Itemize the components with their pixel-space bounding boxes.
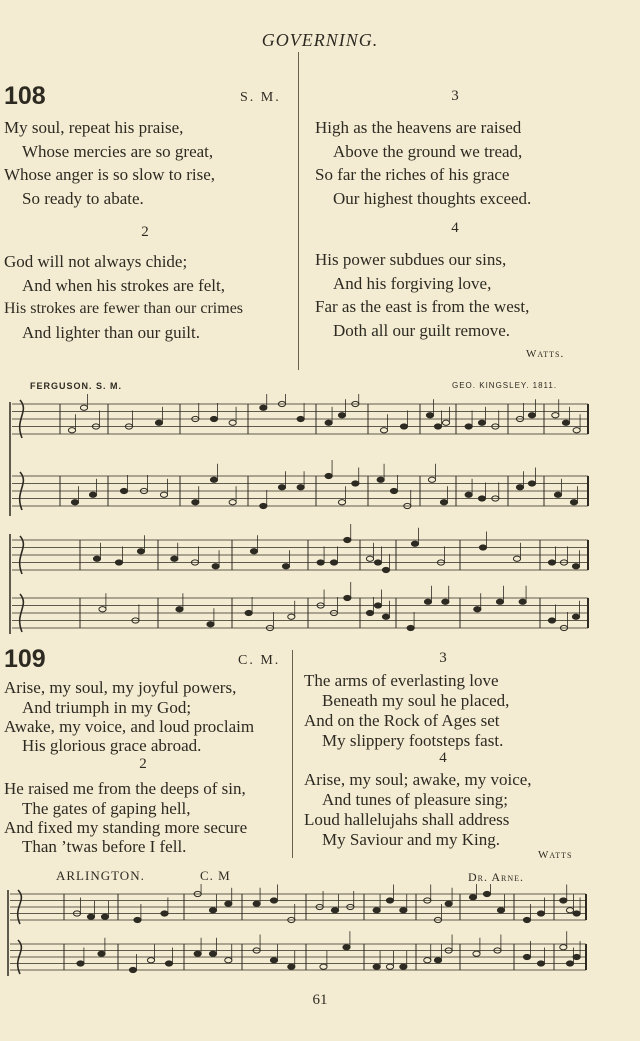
stanza-number: 2 [139,756,147,772]
note-head [434,424,441,429]
tune-name-arlington: ARLINGTON. [56,868,145,883]
note-head [374,603,381,608]
hymn-108-meter: S. M. [240,90,281,105]
note-head [445,901,452,906]
note-head [548,560,555,565]
verse-line: Whose mercies are so great, [22,141,214,161]
note-head [260,405,267,410]
note-head [137,549,144,554]
note-head [161,911,168,916]
note-head [373,908,380,913]
note-head [566,961,573,966]
hymn-109-stanza-3 [304,671,509,751]
note-head [229,420,236,425]
note-head [98,951,105,956]
note-head [400,424,407,429]
note-head [428,477,435,482]
note-head [278,485,285,490]
stanza-number: 4 [439,750,447,766]
note-head [155,420,162,425]
note-head [473,951,480,956]
verse-line: The arms of everlasting love [304,671,499,690]
hymn-108-author: Watts. [526,348,565,360]
note-head [288,964,295,969]
note-head [225,901,232,906]
verse-line: And triumph in my God; [22,698,192,717]
verse-line: And tunes of pleasure sing; [322,790,509,809]
note-head [373,964,380,969]
note-head [386,898,393,903]
note-head [165,961,172,966]
note-head [528,481,535,486]
verse-line: Beneath my soul he placed, [322,691,510,710]
verse-line: My slippery footsteps fast. [322,731,504,750]
note-head [320,964,327,969]
note-head [77,961,84,966]
verse-line: My soul, repeat his praise, [4,118,184,137]
note-head [344,537,351,542]
note-head [344,595,351,600]
stanza-number: 2 [141,224,149,240]
verse-line: My Saviour and my King. [322,830,501,849]
note-head [331,908,338,913]
hymn-108-stanza-1 [4,116,215,210]
note-head [400,964,407,969]
note-head [115,560,122,565]
hymn-108-stanza-2 [4,250,243,344]
note-head [343,945,350,950]
verse-line: God will not always chide; [4,252,188,271]
verse-line: And on the Rock of Ages set [304,711,500,730]
verse-line: So ready to abate. [22,188,144,208]
note-head [440,500,447,505]
note-head [572,614,579,619]
verse-line: His power subdues our sins, [315,250,507,269]
note-head [483,891,490,896]
hymn-109-stanza-4 [304,770,532,850]
note-head [160,492,167,497]
verse-line: And when his strokes are felt, [22,275,226,295]
verse-line: His glorious grace abroad. [22,736,202,755]
verse-line: Above the ground we tread, [333,141,523,161]
verse-line: His strokes are fewer than our crimes [4,300,244,317]
hymn-number-109: 109 [4,645,46,673]
note-head [210,477,217,482]
note-head [407,625,414,630]
note-head [245,610,252,615]
note-head [366,610,373,615]
note-head [176,607,183,612]
note-head [374,560,381,565]
tune-name-ferguson: FERGUSON. S. M. [30,381,123,391]
note-head [282,564,289,569]
page-header: GOVERNING. [261,30,379,50]
note-head [209,951,216,956]
note-head [338,413,345,418]
hymn-109-stanza-2 [4,779,247,856]
verse-line: High as the heavens are raised [315,118,522,137]
note-head [537,911,544,916]
music-score-ferguson [8,394,592,642]
note-head [270,898,277,903]
note-head [225,958,232,963]
note-head [573,954,580,959]
note-head [194,951,201,956]
note-head [80,405,87,410]
note-head [207,622,214,627]
note-head [89,492,96,497]
note-head [210,416,217,421]
note-head [338,500,345,505]
verse-line: Whose anger is so slow to rise, [4,165,216,184]
note-head [99,607,106,612]
page-number: 61 [312,992,328,1008]
note-head [352,481,359,486]
note-head [497,908,504,913]
hymn-109-stanza-1 [4,678,254,755]
tune-composer-arlington: Dr. Arne. [468,870,525,884]
note-head [390,488,397,493]
tune-meter-arlington: C. M [200,868,231,883]
column-divider [292,650,293,858]
note-head [288,614,295,619]
note-head [129,967,136,972]
note-head [253,901,260,906]
note-head [523,954,530,959]
verse-line: Than ’twas before I fell. [22,837,187,856]
hymn-108-stanza-4 [315,248,529,342]
note-head [382,567,389,572]
note-head [478,420,485,425]
note-head [192,500,199,505]
verse-line: Loud hallelujahs shall address [304,810,510,829]
note-head [562,420,569,425]
verse-line: Arise, my soul; awake, my voice, [304,770,532,789]
note-head [528,413,535,418]
note-head [229,500,236,505]
note-head [566,908,573,913]
note-head [573,911,580,916]
note-head [537,961,544,966]
note-head [120,488,127,493]
note-head [548,618,555,623]
note-head [87,914,94,919]
stanza-number: 3 [439,650,447,666]
note-head [424,958,431,963]
note-head [552,413,559,418]
note-head [366,556,373,561]
note-head [297,485,304,490]
tune-composer-ferguson: GEO. KINGSLEY. 1811. [452,381,558,390]
note-head [434,958,441,963]
verse-line: Doth all our guilt remove. [333,320,511,340]
note-head [496,599,503,604]
note-head [209,908,216,913]
note-head [134,917,141,922]
note-head [469,895,476,900]
verse-line: Awake, my voice, and loud proclaim [4,717,255,736]
note-head [519,599,526,604]
note-head [572,564,579,569]
note-head [560,898,567,903]
note-head [523,917,530,922]
note-head [424,599,431,604]
verse-line: And fixed my standing more secure [4,818,248,837]
note-head [101,914,108,919]
verse-line: And lighter than our guilt. [22,322,201,342]
note-head [325,420,332,425]
note-head [560,945,567,950]
note-head [465,424,472,429]
verse-line: Far as the east is from the west, [315,297,530,316]
note-head [380,428,387,433]
note-head [270,958,277,963]
note-head [325,473,332,478]
note-head [513,556,520,561]
note-head [250,549,257,554]
note-head [317,560,324,565]
note-head [147,958,154,963]
note-head [68,428,75,433]
note-head [465,492,472,497]
hymn-108-stanza-3 [315,116,531,210]
note-head [330,560,337,565]
verse-line: The gates of gaping hell, [22,799,191,818]
stanza-number: 3 [451,88,459,104]
hymn-109-author: Watts [538,849,573,861]
column-divider [298,52,299,370]
hymn-number-108: 108 [4,82,46,110]
music-score-arlington [6,884,590,980]
note-head [377,477,384,482]
note-head [478,496,485,501]
note-head [93,556,100,561]
note-head [260,503,267,508]
note-head [400,908,407,913]
note-head [479,545,486,550]
note-head [411,541,418,546]
note-head [516,485,523,490]
note-head [474,607,481,612]
note-head [573,428,580,433]
note-head [171,556,178,561]
note-head [442,420,449,425]
note-head [382,614,389,619]
verse-line: He raised me from the deeps of sin, [4,779,246,798]
stanza-number: 4 [451,220,459,236]
hymn-109-meter: C. M. [238,653,281,668]
note-head [386,964,393,969]
verse-line: Our highest thoughts exceed. [333,188,532,208]
note-head [570,500,577,505]
note-head [297,416,304,421]
note-head [554,492,561,497]
note-head [442,599,449,604]
note-head [71,500,78,505]
verse-line: Arise, my soul, my joyful powers, [4,678,237,697]
note-head [212,564,219,569]
verse-line: So far the riches of his grace [315,165,510,184]
note-head [426,413,433,418]
verse-line: And his forgiving love, [333,273,492,293]
